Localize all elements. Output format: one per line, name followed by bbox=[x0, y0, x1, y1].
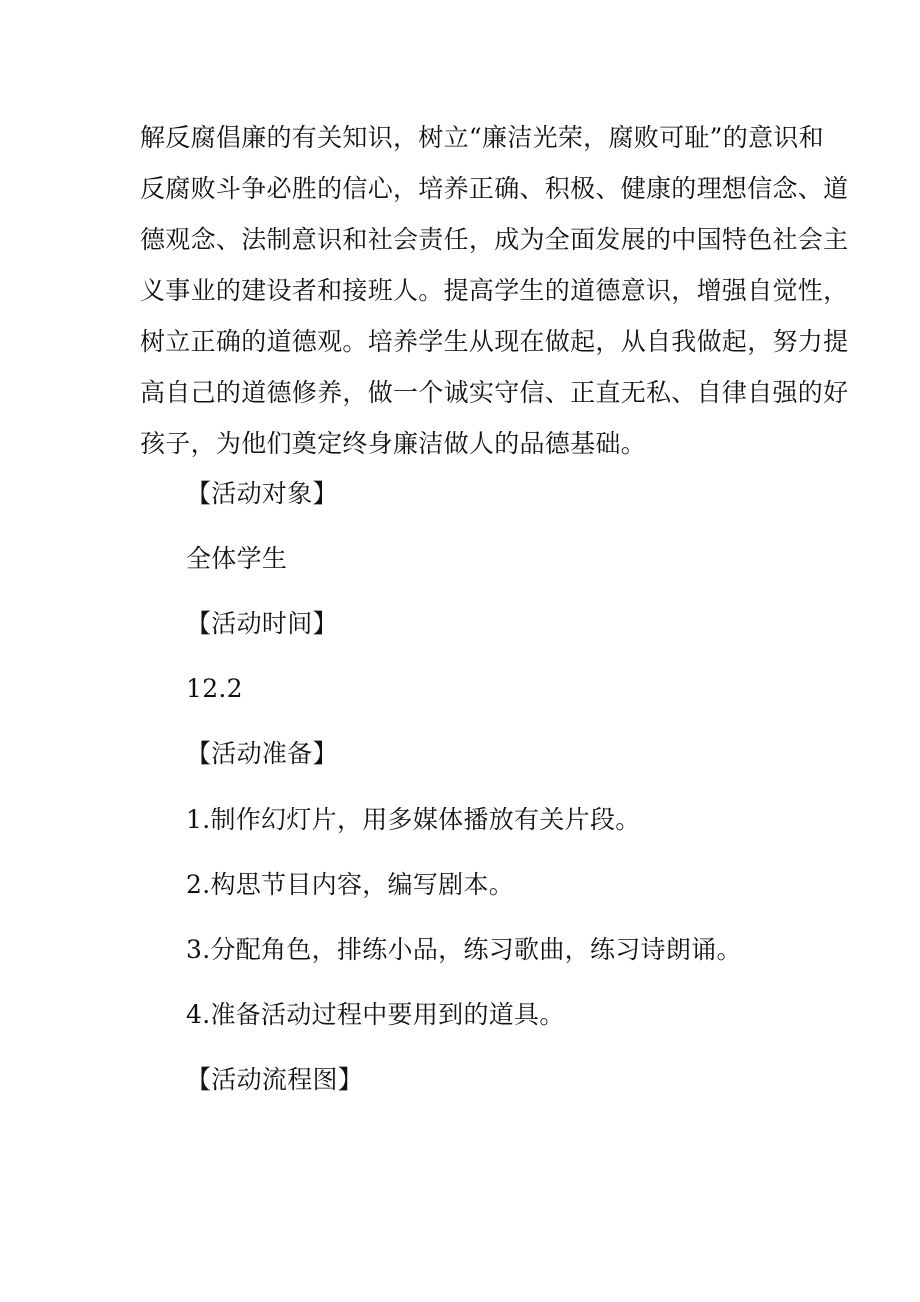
paragraph-line: 反腐败斗争必胜的信心，培养正确、积极、健康的理想信念、道 bbox=[140, 174, 849, 203]
prep-item: 4.准备活动过程中要用到的道具。 bbox=[186, 1000, 565, 1029]
prep-item: 1.制作幻灯片，用多媒体播放有关片段。 bbox=[186, 805, 641, 834]
paragraph-line: 高自己的道德修养，做一个诚实守信、正直无私、自律自强的好 bbox=[140, 378, 849, 407]
time-value: 12.2 bbox=[186, 674, 243, 703]
section-heading-time: 【活动时间】 bbox=[186, 609, 338, 638]
section-heading-flow: 【活动流程图】 bbox=[186, 1065, 364, 1094]
paragraph-line: 树立正确的道德观。培养学生从现在做起，从自我做起，努力提 bbox=[140, 327, 849, 356]
paragraph-line: 义事业的建设者和接班人。提高学生的道德意识，增强自觉性， bbox=[140, 276, 849, 305]
paragraph-line: 解反腐倡廉的有关知识，树立“廉洁光荣，腐败可耻”的意识和 bbox=[140, 123, 824, 152]
section-heading-target: 【活动对象】 bbox=[186, 479, 338, 508]
prep-item: 3.分配角色，排练小品，练习歌曲，练习诗朗诵。 bbox=[186, 935, 742, 964]
section-heading-prep: 【活动准备】 bbox=[186, 739, 338, 768]
prep-item: 2.构思节目内容，编写剧本。 bbox=[186, 870, 515, 899]
paragraph-line: 孩子，为他们奠定终身廉洁做人的品德基础。 bbox=[140, 429, 647, 458]
paragraph-line: 德观念、法制意识和社会责任，成为全面发展的中国特色社会主 bbox=[140, 225, 849, 254]
target-value: 全体学生 bbox=[186, 544, 288, 573]
